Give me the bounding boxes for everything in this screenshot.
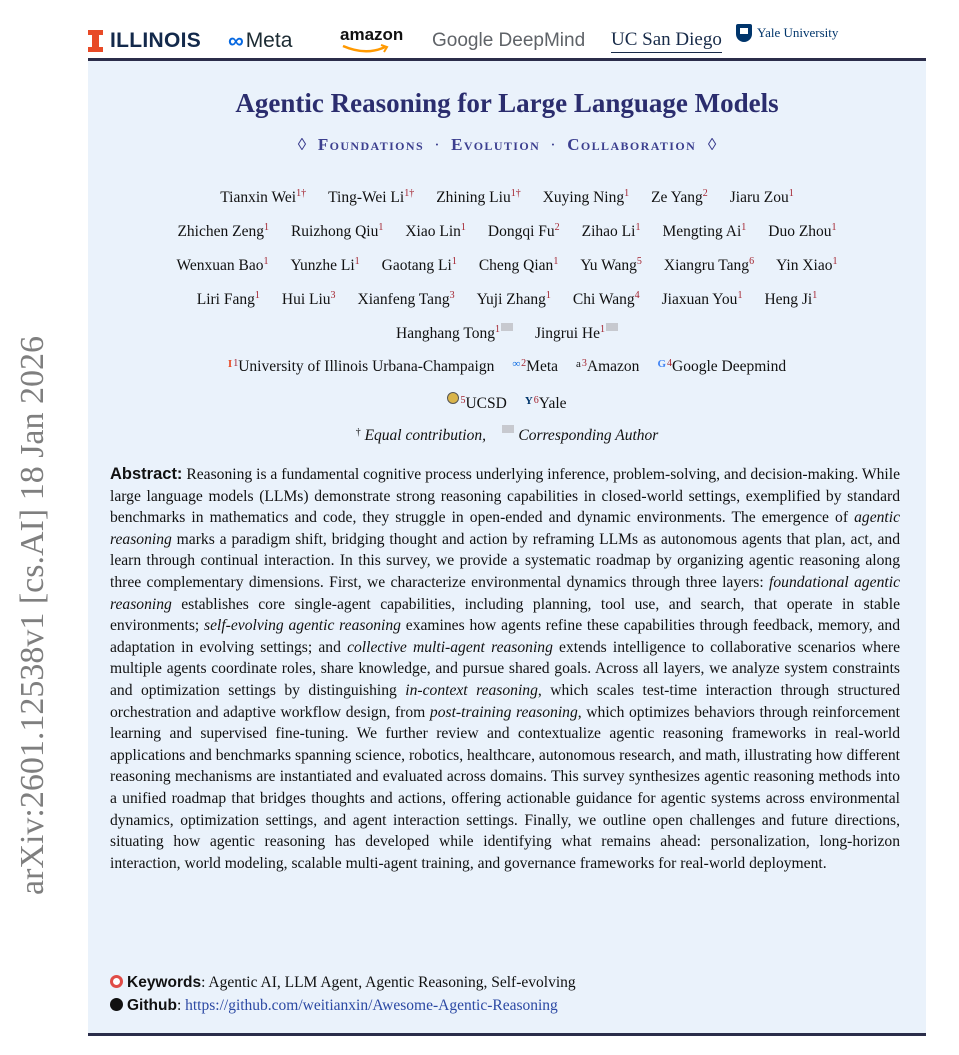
affiliation-superscript: 5	[636, 256, 642, 267]
equal-contribution-note: Equal contribution,	[364, 427, 486, 444]
subtitle: ◊ Foundations · Evolution · Collaboration ◊	[297, 135, 717, 154]
abstract	[110, 464, 900, 874]
affiliation-superscript: 1	[263, 222, 269, 233]
google-icon: G	[657, 358, 666, 370]
google-deepmind-logo: Google DeepMind	[432, 30, 586, 51]
affiliation-superscript: 1	[788, 188, 794, 199]
author-name: Liri Fang$^1$	[196, 290, 260, 308]
affiliation: $^5$UCSD	[447, 395, 506, 412]
paper-title: Agentic Reasoning for Large Language Models	[235, 88, 779, 118]
author-name: Jingrui He$^1$	[535, 325, 618, 342]
author-notes: † Equal contribution, Corresponding Author	[355, 427, 659, 444]
amazon-icon: a	[576, 358, 581, 370]
keywords-line	[110, 974, 576, 992]
mail-icon	[502, 425, 514, 433]
meta-logo: ∞ Meta	[228, 28, 293, 53]
author-name: Zhining Liu$^{1\dagger}$	[436, 188, 521, 206]
logo-bar	[88, 24, 928, 58]
affiliation-superscript: 1	[741, 222, 747, 233]
affiliation-superscript: 6	[749, 256, 755, 267]
yale-shield-icon	[736, 24, 752, 42]
meta-icon: ∞	[512, 358, 521, 370]
author-name: Gaotang Li$^1$	[381, 256, 457, 274]
affiliation-superscript: 1†	[296, 188, 307, 199]
ucsd-icon	[447, 392, 459, 407]
affiliation-superscript: 1	[553, 256, 559, 267]
affiliation-superscript: 1	[494, 324, 500, 335]
author-row	[88, 313, 926, 347]
title-panel	[88, 58, 926, 1036]
affiliation-superscript: 1	[378, 222, 384, 233]
author-name: Wenxuan Bao$^1$	[176, 256, 269, 274]
affiliation-superscript: 1	[460, 222, 466, 233]
subtitle-collaboration: Collaboration	[567, 135, 697, 154]
affiliation: ∞$^2$Meta	[512, 358, 559, 375]
affiliation: $I^1University$ of Illinois Urbana-Champaign	[227, 358, 495, 375]
affiliation-superscript: 2	[702, 188, 708, 199]
author-name: Tianxin Wei$^{1\dagger}$	[220, 188, 307, 206]
mail-icon	[606, 323, 618, 331]
affiliation: $Y^6Yale$	[524, 395, 567, 412]
abstract-label: Abstract:	[110, 465, 183, 483]
affiliation-superscript: 1	[599, 324, 605, 335]
author-name: Heng Ji$^1$	[764, 290, 818, 308]
affiliation-superscript: 1	[354, 256, 360, 267]
affiliation-superscript: 1	[635, 222, 641, 233]
affiliation-superscript: 1†	[510, 188, 521, 199]
amazon-smile-icon	[341, 44, 391, 54]
illinois-icon: I	[227, 358, 233, 370]
ucsd-logo: UC San Diego	[611, 28, 722, 53]
github-icon	[110, 998, 123, 1011]
diamond-icon: ◊	[297, 135, 307, 154]
affiliation-superscript: 1	[832, 256, 838, 267]
author-row	[88, 211, 926, 245]
affiliations-row-1	[88, 358, 926, 376]
affiliation-superscript: 3	[449, 290, 455, 301]
github-label: Github	[127, 997, 177, 1014]
author-name: Xiao Lin$^1$	[405, 222, 466, 240]
github-link[interactable]: https://github.com/weitianxin/Awesome-Agentic-Reasoning	[185, 997, 558, 1014]
author-name: Zhichen Zeng$^1$	[177, 222, 269, 240]
author-name: Mengting Ai$^1$	[662, 222, 747, 240]
affiliation-superscript: 1	[545, 290, 551, 301]
affiliations-row-2	[88, 392, 926, 413]
affiliation-superscript: 2	[554, 222, 560, 233]
affiliation-superscript: 1	[831, 222, 837, 233]
author-name: Ting-Wei $Li^{1\dagger}$	[328, 188, 415, 206]
affiliation-superscript: 4	[634, 290, 640, 301]
arxiv-stamp: arXiv:2601.12538v1 [cs.AI] 18 Jan 2026	[14, 335, 51, 895]
abstract-body: Reasoning is a fundamental cognitive process underlying inference, problem-solving, and decision-making. While large language models (LLMs) demonstrate strong reasoning capabilities in closed-world settings, exemplified by standard benchmarks in mathematics and code, they struggle in open-ended and dynamic environments. The emergence of agentic reasoning marks a paradigm shift, bridging thought and action by reframing LLMs as autonomous agents that plan, act, and learn through continual interaction. In this survey, we provide a systematic roadmap by organizing agentic reasoning along three complementary dimensions. First, we characterize environmental dynamics through three layers: foundational agentic reasoning establishes core single-agent capabilities, including planning, tool use, and search, that operate in stable environments; self-evolving agentic reasoning examines how agents refine these capabilities through feedback, memory, and adaptation in evolving settings; and collective multi-agent reasoning extends intelligence to collaborative scenarios where multiple agents coordinate roles, share knowledge, and pursue shared goals. Across all layers, we analyze system constraints and optimization settings by distinguishing in-context reasoning, which scales test-time interaction through structured orchestration and adaptive workflow design, from post-training reasoning, which optimizes behaviors through reinforcement learning and supervised fine-tuning. We further review and contextualize agentic reasoning frameworks in real-world applications and benchmarks spanning science, robotics, healthcare, autonomous research, and math, illustrating how different reasoning mechanisms are instantiated and evaluated across domains. This survey synthesizes agentic reasoning methods into a unified roadmap that bridges thoughts and actions, offering actionable guidance for agentic systems across environmental dynamics, optimization settings, and agent interaction settings. Finally, we outline open challenges and future directions, situating how agentic reasoning has developed while identifying what remains ahead: personalization, long-horizon interaction, world modeling, scalable multi-agent training, and governance frameworks for real-world deployment.	[110, 466, 901, 872]
affiliation-superscript: 1	[624, 188, 630, 199]
subtitle-evolution: Evolution	[451, 135, 541, 154]
author-name: Yuji Zhang$^1$	[476, 290, 551, 308]
affiliation-superscript: 1	[812, 290, 818, 301]
affiliation-superscript: 1	[263, 256, 269, 267]
affiliation-superscript: 3	[330, 290, 336, 301]
author-name: Hanghang Tong$^1$	[396, 325, 513, 342]
author-name: Jiaxuan You$^1$	[661, 290, 743, 308]
affiliation-superscript: 1	[451, 256, 457, 267]
affiliation-superscript: 1†	[404, 188, 415, 199]
yale-logo: Yale University	[736, 16, 838, 50]
affiliation-superscript: 1	[254, 290, 260, 301]
author-name: Yu Wang$^5$	[580, 256, 642, 274]
keywords-value: : Agentic AI, LLM Agent, Agentic Reasoning, Self-evolving	[201, 974, 576, 991]
author-name: Xuying Ning$^1$	[542, 188, 630, 206]
author-name: Yunzhe Li$^1$	[290, 256, 360, 274]
subtitle-foundations: Foundations	[317, 135, 425, 154]
affiliation: $a^3Amazon$	[576, 358, 640, 375]
keywords-label: Keywords	[127, 974, 202, 991]
author-name: Dongqi Fu$^2$	[487, 222, 560, 240]
author-name: Hui Liu$^3$	[281, 290, 336, 308]
target-icon	[110, 975, 123, 988]
illinois-block-i-icon	[88, 30, 103, 52]
author-name: Ruizhong Qiu$^1$	[290, 222, 384, 240]
author-row	[88, 245, 926, 279]
meta-infinity-icon: ∞	[228, 28, 244, 53]
author-name: Yin Xiao$^1$	[776, 256, 838, 274]
author-name: Jiaru Zou$^1$	[729, 188, 794, 206]
author-name: Xiangru Tang$^6$	[663, 256, 755, 274]
author-name: Zihao Li$^1$	[581, 222, 641, 240]
affiliation-superscript: 1	[737, 290, 743, 301]
github-line: Github: https://github.com/weitianxin/Awesome-Agentic-Reasoning	[110, 997, 558, 1015]
illinois-logo: ILLINOIS	[88, 24, 201, 58]
diamond-icon: ◊	[707, 135, 717, 154]
yale-icon: Y	[524, 395, 533, 407]
author-name: Xianfeng Tang$^3$	[357, 290, 455, 308]
author-name: Cheng Qian$^1$	[478, 256, 559, 274]
corresponding-author-note: Corresponding Author	[518, 427, 659, 444]
amazon-logo: amazon	[340, 25, 404, 44]
affiliation: $G^4Google$ Deepmind	[657, 358, 787, 375]
author-name: Ze Yang$^2$	[651, 188, 708, 206]
author-name: Chi Wang$^4$	[572, 290, 640, 308]
author-list	[88, 177, 926, 347]
author-name: Duo Zhou$^1$	[768, 222, 837, 240]
author-row	[88, 279, 926, 313]
author-row	[88, 177, 926, 211]
mail-icon	[501, 323, 513, 331]
